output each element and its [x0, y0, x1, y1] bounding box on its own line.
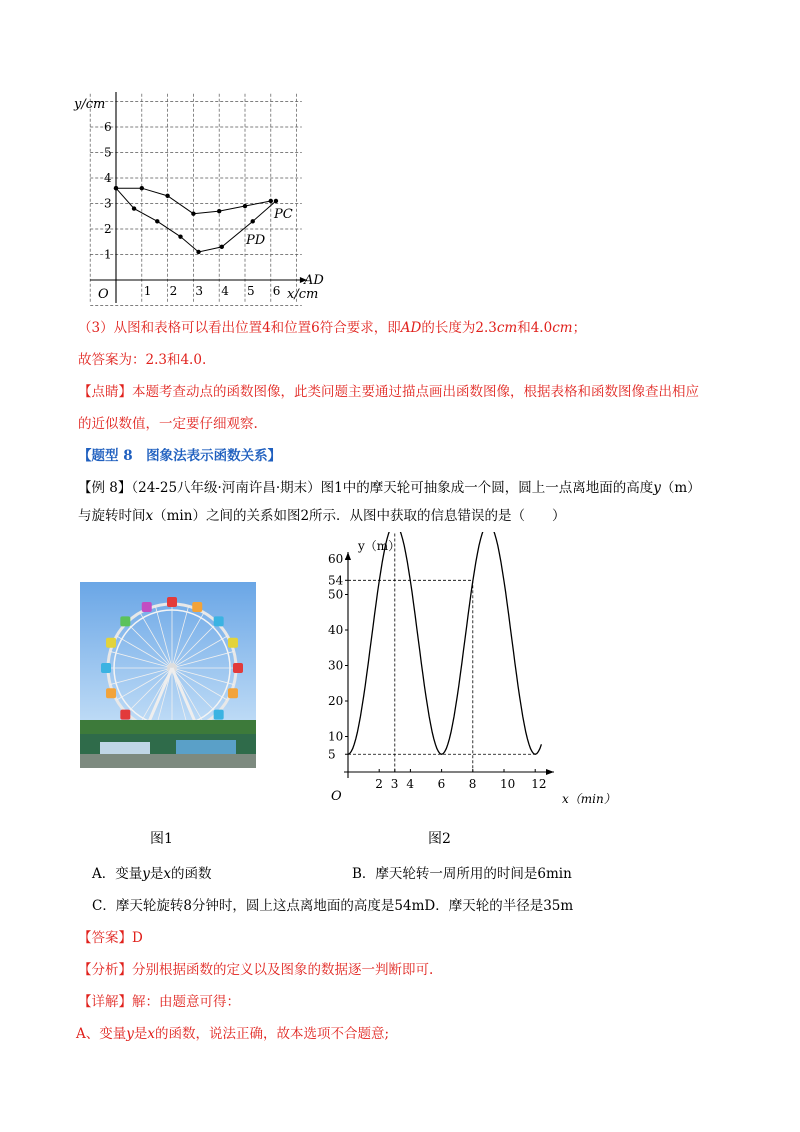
series-pc-point: [243, 204, 247, 208]
wheel-cabin: [101, 663, 111, 673]
chart2-x-tick-label: 2: [375, 777, 383, 791]
chart2-y-tick-label: 10: [328, 729, 344, 744]
height-curve: [348, 532, 541, 754]
y-tick-label: 2: [104, 222, 112, 236]
chart2-x-tick-label: 6: [437, 777, 446, 791]
chart2-y-tick-label: 5: [328, 747, 336, 762]
wheel-cabin: [233, 663, 243, 673]
detail-row: 【详解】解：由题意可得：: [78, 994, 240, 1010]
y-tick-label: 4: [104, 171, 112, 185]
ferris-wheel-photo: [80, 582, 256, 768]
option-c-d: C．摩天轮旋转8分钟时，圆上这点离地面的高度是54mD．摩天轮的半径是35m: [92, 898, 574, 914]
dynamic-point-graph: [60, 92, 340, 310]
option-a: A．变量y是x的函数: [92, 866, 212, 882]
chart2-y-tick-label: 20: [328, 694, 344, 708]
series-pd-point: [251, 219, 255, 223]
wheel-cabin: [214, 616, 224, 626]
wheel-cabin: [228, 688, 238, 698]
series-pd-point: [220, 245, 224, 249]
series-label-pd: PD: [246, 233, 266, 248]
y-axis-label: y/cm: [74, 97, 106, 112]
x-tick-label: 1: [143, 284, 152, 298]
figure-1-caption: 图1: [150, 831, 173, 847]
series-pd-point: [178, 234, 182, 238]
analysis-row: 【分析】分别根据函数的定义以及图象的数据逐一判断即可.: [78, 962, 434, 978]
series-pd-point: [114, 186, 118, 190]
example-line-2: 与旋转时间x（min）之间的关系如图2所示．从图中获取的信息错误的是（ ）: [78, 508, 566, 524]
y-tick-label: 5: [104, 145, 112, 160]
question-type-heading: 【题型 8 图象法表示函数关系】: [78, 448, 282, 464]
figure-2-caption: 图2: [428, 831, 451, 847]
series-pd-point: [132, 206, 136, 210]
chart2-x-tick-label: 4: [406, 777, 415, 791]
x-axis-label-ad: AD: [304, 273, 324, 288]
ferris-height-chart: [318, 532, 628, 812]
example-line-1: 【例 8】（24-25八年级·河南许昌·期末）图1中的摩天轮可抽象成一个圆，圆上一点离地面的高度y（m）: [78, 480, 701, 496]
series-pc-point: [269, 199, 273, 203]
series-pc-point: [165, 194, 169, 198]
series-pd-point: [196, 250, 200, 254]
wheel-cabin: [106, 688, 116, 698]
x-tick-label: 5: [247, 284, 255, 298]
series-pc-point: [140, 186, 144, 190]
chart2-y-tick-label: 30: [328, 658, 344, 673]
origin-label: O: [98, 287, 109, 302]
chart2-x-tick-label: 3: [390, 777, 399, 791]
wheel-cabin: [167, 597, 177, 607]
x-axis-label: x/cm: [287, 287, 319, 302]
chart2-y-tick-label: 60: [328, 552, 344, 566]
detail-a-row: A、变量y是x的函数，说法正确，故本选项不合题意;: [76, 1026, 390, 1042]
part3-line: （3）从图和表格可以看出位置4和位置6符合要求，即AD的长度为2.3cm和4.0cm；: [78, 320, 587, 336]
wheel-cabin: [228, 638, 238, 648]
y-tick-label: 6: [104, 120, 112, 134]
wheel-cabin: [106, 638, 116, 648]
series-pd-point: [274, 199, 278, 203]
chart2-y-tick-label: 54: [328, 573, 344, 588]
chart2-x-tick-label: 12: [531, 777, 547, 791]
x-tick-label: 4: [221, 284, 229, 298]
x-tick-label: 2: [169, 284, 178, 298]
series-pc-point: [217, 209, 221, 213]
y-tick-label: 1: [104, 247, 112, 262]
dianjing-line-2: 的近似数值，一定要仔细观察.: [78, 416, 258, 432]
series-pd-point: [155, 219, 159, 223]
dianjing-line-1: 【点睛】本题考查动点的函数图像，此类问题主要通过描点画出函数图像，根据表格和函数图像查出相应: [78, 384, 699, 400]
chart2-y-tick-label: 50: [328, 587, 344, 602]
y-tick-label: 3: [104, 196, 112, 211]
wheel-cabin: [120, 616, 130, 626]
x-tick-label: 3: [195, 284, 204, 298]
wheel-cabin: [120, 710, 130, 720]
chart2-x-tick-label: 10: [500, 777, 516, 791]
series-pc-point: [191, 212, 195, 216]
chart2-origin: O: [331, 789, 342, 804]
option-b: B．摩天轮转一周所用的时间是6min: [352, 866, 572, 882]
chart2-x-label: x（min）: [562, 792, 616, 806]
chart2-y-tick-label: 40: [328, 623, 344, 637]
answer-row: 【答案】D: [78, 930, 143, 946]
wheel-cabin: [214, 710, 224, 720]
chart2-y-label: y（m）: [358, 539, 401, 553]
series-label-pc: PC: [274, 207, 293, 222]
chart2-x-tick-label: 8: [468, 777, 477, 791]
x-tick-label: 6: [272, 284, 281, 298]
wheel-cabin: [192, 602, 202, 612]
answer-line: 故答案为：2.3和4.0.: [78, 352, 207, 368]
wheel-cabin: [142, 602, 152, 612]
chart2-x-arrow: [546, 769, 554, 775]
